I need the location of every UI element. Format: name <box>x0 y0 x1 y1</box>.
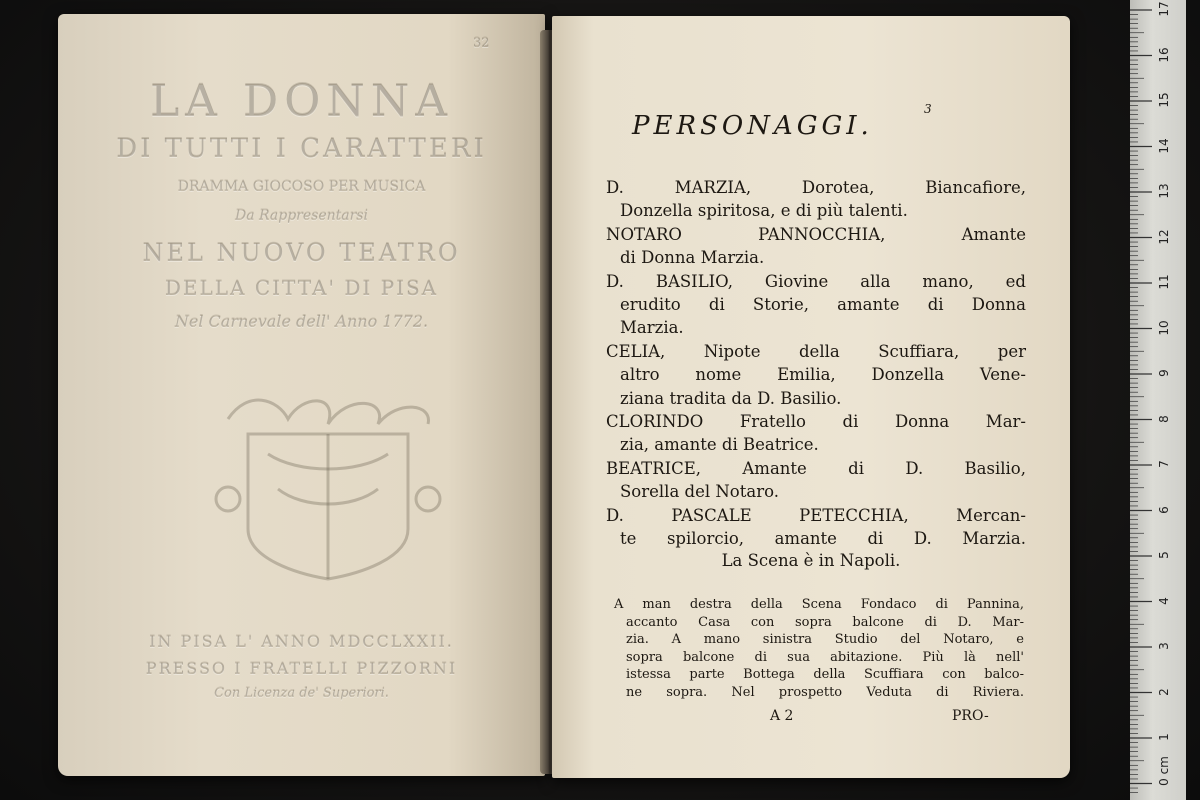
description-line: sopra balcone di sua abitazione. Più là nell' <box>626 649 1024 665</box>
ruler-label: 17 <box>1157 1 1171 17</box>
ruler-label: 3 <box>1157 642 1171 650</box>
cast-entry <box>606 457 1026 504</box>
catchword: PRO- <box>952 708 989 724</box>
cast-entry <box>606 223 1026 270</box>
bleed-line: NEL NUOVO TEATRO <box>142 239 461 267</box>
cast-line: altro nome Emilia, Donzella Vene- <box>620 365 1026 385</box>
ruler-label: 15 <box>1157 92 1171 108</box>
cast-entry <box>606 270 1026 340</box>
description-line: accanto Casa con sopra balcone di D. Mar- <box>626 614 1024 630</box>
bleed-line: DELLA CITTA' DI PISA <box>164 276 439 300</box>
ruler-label: 2 <box>1157 687 1171 696</box>
cast-line: D. MARZIA, Dorotea, Biancafiore, <box>606 178 1026 197</box>
description-line: ne sopra. Nel prospetto Veduta di Riviera. <box>626 684 1024 700</box>
cast-line: te spilorcio, amante di D. Marzia. <box>620 529 1026 549</box>
cast-line: CELIA, Nipote della Scuffiara, per <box>606 341 1026 361</box>
bleed-line: Nel Carnevale dell' Anno 1772. <box>174 312 429 331</box>
cast-line: zia, amante di Beatrice. <box>620 435 819 455</box>
cast-list <box>606 176 1026 551</box>
cast-line: Sorella del Notaro. <box>620 482 779 502</box>
ruler-label: 16 <box>1157 46 1171 63</box>
bleed-imprint: IN PISA L' ANNO MDCCLXXII. <box>149 632 454 651</box>
ruler-label: 12 <box>1157 228 1171 245</box>
ruler-label: 8 <box>1157 414 1171 423</box>
bleed-imprint: PRESSO I FRATELLI PIZZORNI <box>145 659 458 678</box>
cast-entry <box>606 410 1026 457</box>
cast-entry <box>606 176 1026 223</box>
page-number: 3 <box>924 102 932 116</box>
cast-line: BEATRICE, Amante di D. Basilio, <box>606 458 1026 478</box>
signature-mark: A 2 <box>770 708 794 724</box>
open-book <box>58 14 1070 780</box>
bleed-line: DRAMMA GIOCOSO PER MUSICA <box>177 179 426 195</box>
scene-heading: La Scena è in Napoli. <box>721 551 901 570</box>
bleed-line: Da Rappresentarsi <box>235 208 368 224</box>
cast-line: Donzella spiritosa, e di più talenti. <box>620 201 908 221</box>
cast-line: di Donna Marzia. <box>620 248 765 268</box>
ruler-label: 14 <box>1157 137 1171 154</box>
bleed-imprint: Con Licenza de' Superiori. <box>214 686 389 701</box>
ruler-ticks <box>1130 0 1186 800</box>
right-page <box>552 16 1070 778</box>
cast-entry <box>606 340 1026 410</box>
ornament-graphic <box>208 379 448 589</box>
ruler-label: 6 <box>1157 505 1171 514</box>
scene-description <box>614 596 1024 702</box>
cast-line: Marzia. <box>620 318 684 338</box>
left-page <box>58 14 545 776</box>
page-title: PERSONAGGI. <box>632 111 873 141</box>
bleed-subtitle: DI TUTTI I CARATTERI <box>116 134 487 164</box>
ruler-label: 11 <box>1157 274 1171 290</box>
ruler-label: 1 <box>1157 733 1171 741</box>
ruler-label: 13 <box>1157 183 1171 199</box>
ruler-label: 7 <box>1157 460 1171 468</box>
ruler-label: 9 <box>1157 369 1171 377</box>
printers-ornament-bleed <box>208 379 448 589</box>
cast-line: ziana tradita da D. Basilio. <box>620 388 842 408</box>
description-line: zia. A mano sinistra Studio del Notaro, e <box>626 632 1024 648</box>
bleed-title: LA DONNA <box>149 76 454 127</box>
corner-page-number: 32 <box>473 36 490 51</box>
ruler-label: 0 cm <box>1157 756 1171 786</box>
ruler-label: 10 <box>1157 319 1171 336</box>
description-line: A man destra della Scena Fondaco di Pannina, <box>614 597 1024 612</box>
ruler-label: 5 <box>1157 551 1171 559</box>
cast-line: D. PASCALE PETECCHIA, Mercan- <box>606 505 1026 525</box>
cast-line: erudito di Storie, amante di Donna <box>620 295 1026 315</box>
description-line: istessa parte Bottega della Scuffiara con balco- <box>626 667 1024 683</box>
cast-line: D. BASILIO, Giovine alla mano, ed <box>606 271 1026 291</box>
measuring-ruler <box>1130 0 1186 800</box>
ruler-label: 4 <box>1157 596 1171 605</box>
cast-line: CLORINDO Fratello di Donna Mar- <box>606 412 1026 432</box>
cast-entry <box>606 504 1026 551</box>
cast-line: NOTARO PANNOCCHIA, Amante <box>606 224 1026 244</box>
